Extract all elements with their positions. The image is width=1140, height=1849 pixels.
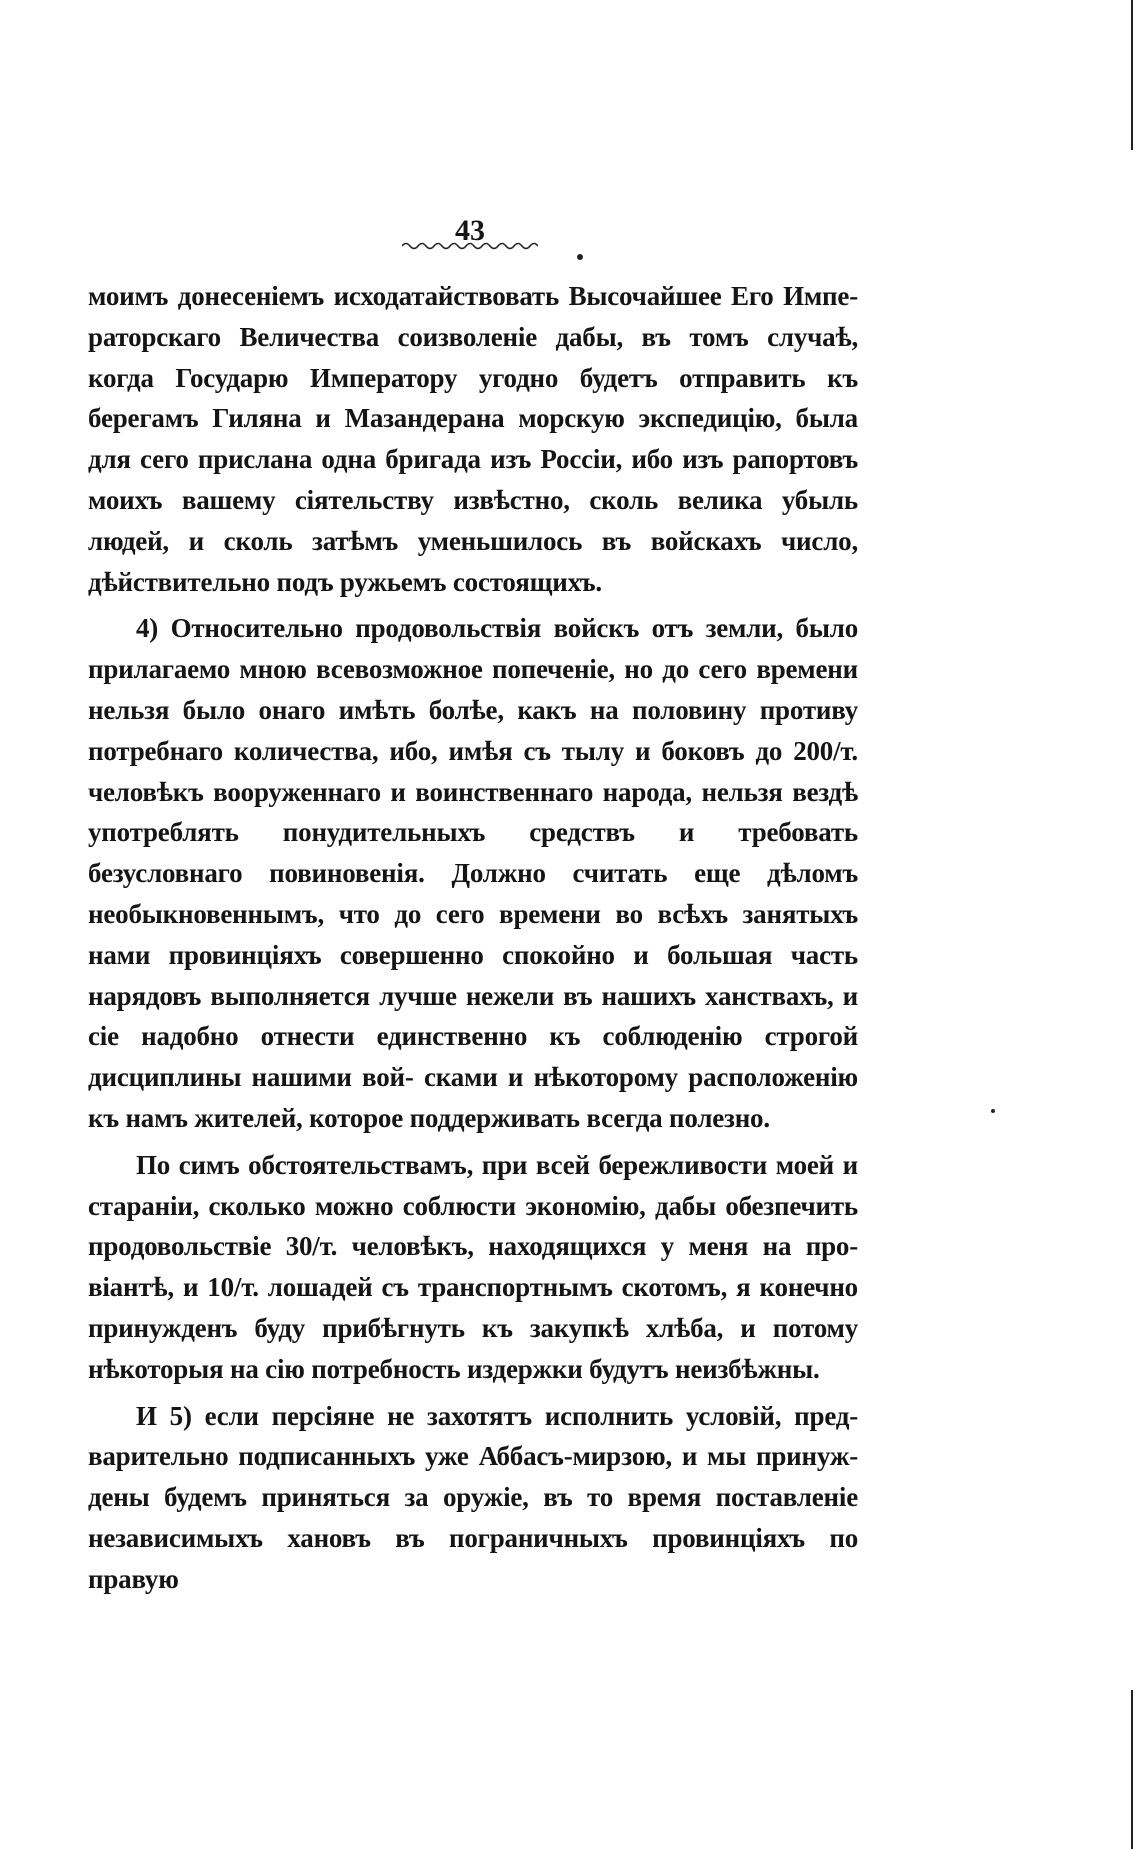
text-line: независимыхъ хановъ въ пограничныхъ провинціяхъ по правую: [88, 1522, 858, 1594]
text-line: вашему сіятельству извѣстно, сколь велика убыль людей, и: [88, 484, 858, 556]
text-line: подъ ружьемъ состоящихъ.: [276, 566, 602, 597]
text-line: прилагаемо мною всевозможное попеченіе, но до сего времени: [88, 654, 858, 685]
paragraph: [88, 1396, 858, 1600]
text-line: принужденъ буду прибѣгнуть къ закупкѣ хлѣба, и потому: [88, 1312, 858, 1343]
text-line: стараніи, сколько можно соблюсти экономію, дабы обезпечить: [88, 1190, 858, 1221]
text-line: лучше нежели въ нашихъ ханствахъ, и сіе надобно отнести: [88, 980, 858, 1052]
text-line: единственно къ соблюденію строгой дисциплины нашими вой-: [88, 1021, 858, 1093]
stray-dot: [577, 254, 583, 260]
text-line: совершенно спокойно и большая часть нарядовъ выполняется: [88, 939, 858, 1011]
body-text: [88, 276, 858, 1600]
text-line: употреблять понудительныхъ средствъ и требовать безусловнаго: [88, 817, 858, 889]
text-line: Гиляна и Мазандерана морскую экспедицію, была для сего: [88, 403, 858, 475]
page-edge-line: [1131, 0, 1133, 150]
text-line: нельзя было онаго имѣть болѣе, какъ на половину противу: [88, 694, 858, 725]
text-line: нѣкоторыя на сію потребность издержки будутъ неизбѣжны.: [88, 1353, 820, 1384]
text-line: моимъ донесеніемъ исходатайствовать Высочайшее Его Импе-: [88, 281, 858, 311]
text-line: По симъ обстоятельствамъ, при всей бережливости моей и: [136, 1149, 858, 1180]
text-line: дены будемъ приняться за оружіе, въ то время поставленіе: [88, 1482, 858, 1513]
text-line: сками и нѣкоторому расположенію къ намъ жителей, которое: [88, 1062, 858, 1133]
text-line: прислана одна бригада изъ Россіи, ибо изъ рапортовъ моихъ: [88, 444, 858, 515]
text-line: віантѣ, и 10/т. лошадей съ транспортнымъ скотомъ, я конечно: [88, 1272, 858, 1303]
paragraph: [88, 1145, 858, 1390]
text-line: человѣкъ вооруженнаго и воинственнаго народа, нельзя вездѣ: [88, 776, 858, 807]
text-line: поддерживать всегда полезно.: [409, 1102, 770, 1133]
text-line: потребнаго количества, ибо, имѣя съ тылу и боковъ до 200/т.: [88, 735, 858, 766]
paragraph: [88, 276, 858, 602]
text-line: раторскаго Величества соизволеніе дабы, въ томъ случаѣ, когда: [88, 321, 858, 393]
page-edge-line: [1131, 1690, 1133, 1849]
text-line: что до сего времени во всѣхъ занятыхъ нами провинціяхъ: [88, 898, 858, 970]
text-line: продовольствіе 30/т. человѣкъ, находящихся у меня на про-: [88, 1231, 858, 1262]
text-line: И 5) если персіяне не захотятъ исполнить условій, пред-: [136, 1400, 858, 1431]
text-line: сколь затѣмъ уменьшилось въ войскахъ число, дѣйствительно: [88, 525, 858, 597]
stray-dot: [991, 1109, 995, 1113]
text-line: варительно подписанныхъ уже Аббасъ-мирзою, и мы принуж-: [88, 1441, 858, 1472]
text-line: Государю Императору угодно будетъ отправить къ берегамъ: [88, 362, 858, 434]
page-number: 43: [455, 214, 485, 247]
paragraph: [88, 608, 858, 1138]
text-line: 4) Относительно продовольствія войскъ отъ земли, было: [136, 613, 858, 644]
text-line: повиновенія. Должно считать еще дѣломъ необыкновеннымъ,: [88, 858, 858, 929]
page-number-ornament: [402, 240, 538, 252]
